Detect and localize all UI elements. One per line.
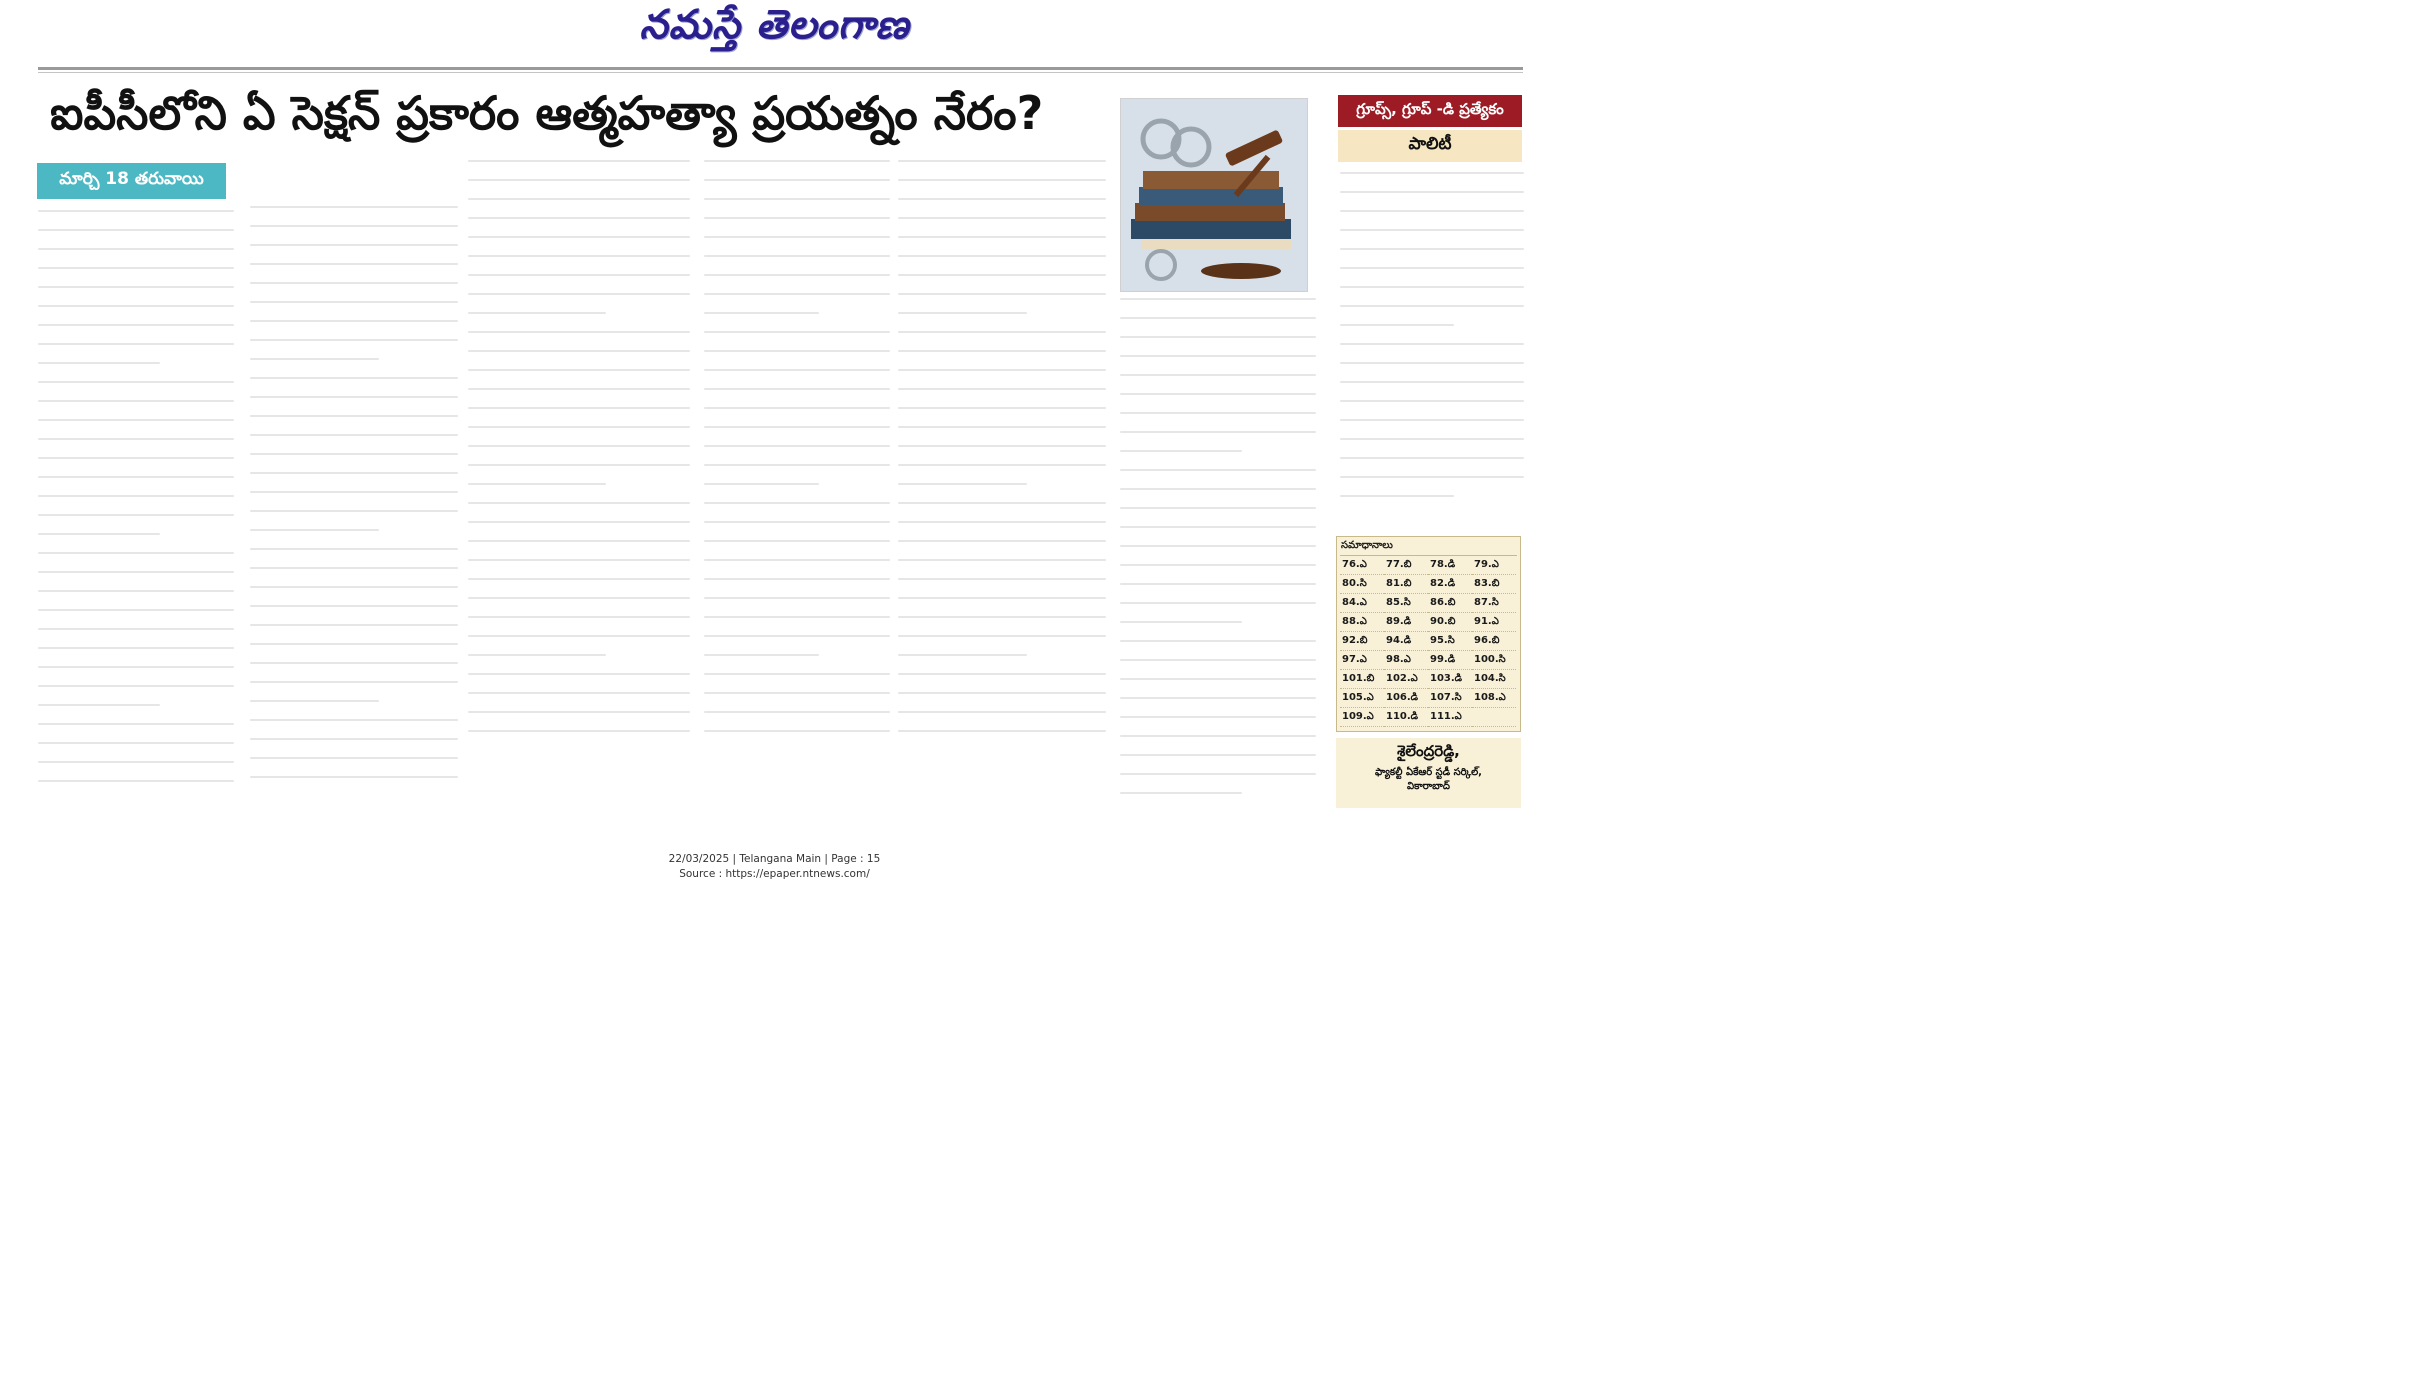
text-line-placeholder [704,445,890,447]
text-line-placeholder [38,514,234,516]
text-line-placeholder [468,426,690,428]
answer-key-cell: 78.డి [1428,556,1472,575]
text-line-placeholder [1340,362,1524,364]
text-line-placeholder [1120,526,1316,528]
text-line-placeholder [250,396,458,398]
answer-key-cell: 99.డి [1428,651,1472,670]
text-line-placeholder [38,305,234,307]
text-column-3 [468,160,690,760]
text-line-placeholder [898,597,1106,599]
text-line-placeholder [1340,229,1524,231]
answer-key-cell: 95.సి [1428,632,1472,651]
text-line-placeholder [38,704,160,706]
text-line-placeholder [468,692,690,694]
text-line-placeholder [468,255,690,257]
masthead-rule [38,67,1523,70]
text-line-placeholder [468,483,606,485]
text-line-placeholder [898,274,1106,276]
footer-date-page: 22/03/2025 | Telangana Main | Page : 15 [668,853,881,865]
answer-key-cell: 83.బి [1472,575,1516,594]
answer-key-grid [1340,555,1517,727]
text-line-placeholder [704,578,890,580]
answer-key-cell: 76.ఎ [1340,556,1384,575]
text-line-placeholder [250,700,379,702]
text-line-placeholder [898,350,1106,352]
text-line-placeholder [468,635,690,637]
text-line-placeholder [1340,248,1524,250]
text-line-placeholder [704,692,890,694]
text-line-placeholder [1340,191,1524,193]
text-line-placeholder [704,274,890,276]
text-line-placeholder [704,502,890,504]
answer-key-cell: 96.బి [1472,632,1516,651]
text-line-placeholder [38,267,234,269]
text-line-placeholder [38,419,234,421]
text-line-placeholder [1120,678,1316,680]
answer-key-cell: 101.బి [1340,670,1384,689]
text-line-placeholder [1120,355,1316,357]
answer-key-cell: 111.ఎ [1428,708,1472,727]
text-line-placeholder [898,445,1106,447]
text-line-placeholder [1340,210,1524,212]
text-line-placeholder [704,521,890,523]
text-line-placeholder [1120,659,1316,661]
text-line-placeholder [1340,381,1524,383]
text-line-placeholder [468,407,690,409]
text-line-placeholder [38,343,234,345]
text-line-placeholder [1340,457,1524,459]
answer-key-cell: 106.డి [1384,689,1428,708]
text-line-placeholder [704,673,890,675]
text-line-placeholder [38,381,234,383]
answer-key-cell: 87.సి [1472,594,1516,613]
answer-key-cell: 80.సి [1340,575,1384,594]
text-line-placeholder [38,590,234,592]
text-line-placeholder [38,324,234,326]
text-line-placeholder [898,521,1106,523]
text-line-placeholder [898,540,1106,542]
text-line-placeholder [468,217,690,219]
text-line-placeholder [1120,431,1316,433]
answer-key-cell: 81.బి [1384,575,1428,594]
text-line-placeholder [250,681,458,683]
answer-key-cell: 100.సి [1472,651,1516,670]
text-line-placeholder [898,407,1106,409]
text-line-placeholder [1120,374,1316,376]
author-affiliation [1336,766,1521,794]
answer-key-cell: 97.ఎ [1340,651,1384,670]
answer-key-cell: 77.బి [1384,556,1428,575]
text-line-placeholder [898,293,1106,295]
text-line-placeholder [38,666,234,668]
text-line-placeholder [1120,583,1316,585]
text-line-placeholder [898,502,1106,504]
text-line-placeholder [704,293,890,295]
text-line-placeholder [704,331,890,333]
text-line-placeholder [1340,495,1454,497]
text-line-placeholder [1120,488,1316,490]
text-line-placeholder [250,529,379,531]
text-line-placeholder [704,369,890,371]
text-line-placeholder [468,312,606,314]
text-line-placeholder [250,776,458,778]
masthead-rule-thin [38,72,1523,73]
text-line-placeholder [898,730,1106,732]
text-line-placeholder [704,730,890,732]
section-banner: మార్చి 18 తరువాయి [37,163,226,199]
text-line-placeholder [38,780,234,782]
books-gavel-handcuffs-image [1121,99,1307,291]
text-column-7 [1340,172,1524,532]
text-line-placeholder [250,358,379,360]
text-line-placeholder [38,685,234,687]
text-line-placeholder [704,540,890,542]
text-line-placeholder [704,236,890,238]
text-line-placeholder [1120,412,1316,414]
text-line-placeholder [704,217,890,219]
text-line-placeholder [38,761,234,763]
text-line-placeholder [250,491,458,493]
text-line-placeholder [704,407,890,409]
text-line-placeholder [250,244,458,246]
text-line-placeholder [468,445,690,447]
text-line-placeholder [1120,298,1316,300]
text-line-placeholder [1340,267,1524,269]
answer-key-cell: 91.ఎ [1472,613,1516,632]
author-byline [1336,738,1521,808]
text-line-placeholder [250,434,458,436]
text-line-placeholder [898,426,1106,428]
text-line-placeholder [250,662,458,664]
text-line-placeholder [704,616,890,618]
text-line-placeholder [898,255,1106,257]
text-line-placeholder [38,571,234,573]
answer-key-cell [1472,708,1516,727]
text-line-placeholder [38,723,234,725]
text-line-placeholder [898,160,1106,162]
page-footer [0,852,1549,882]
text-line-placeholder [250,548,458,550]
text-line-placeholder [898,198,1106,200]
text-line-placeholder [898,654,1027,656]
text-line-placeholder [898,692,1106,694]
text-line-placeholder [468,198,690,200]
text-line-placeholder [1340,286,1524,288]
text-line-placeholder [38,628,234,630]
text-line-placeholder [1340,324,1454,326]
answer-key-box [1336,536,1521,732]
answer-key-cell: 110.డి [1384,708,1428,727]
text-line-placeholder [1120,469,1316,471]
text-line-placeholder [468,331,690,333]
answer-key-cell: 79.ఎ [1472,556,1516,575]
text-line-placeholder [468,274,690,276]
text-line-placeholder [468,502,690,504]
text-line-placeholder [250,586,458,588]
text-line-placeholder [250,320,458,322]
text-line-placeholder [38,742,234,744]
text-line-placeholder [38,533,160,535]
text-line-placeholder [898,673,1106,675]
answer-key-cell: 94.డి [1384,632,1428,651]
text-line-placeholder [1120,450,1242,452]
text-line-placeholder [704,464,890,466]
text-line-placeholder [468,369,690,371]
text-line-placeholder [468,673,690,675]
answer-key-cell: 109.ఎ [1340,708,1384,727]
author-desc-2: వికారాబాద్ [1407,781,1450,792]
text-line-placeholder [250,567,458,569]
text-line-placeholder [250,415,458,417]
answer-key-cell: 88.ఎ [1340,613,1384,632]
answer-key-cell: 103.డి [1428,670,1472,689]
answer-key-cell: 85.సి [1384,594,1428,613]
text-line-placeholder [1120,545,1316,547]
text-line-placeholder [468,730,690,732]
text-line-placeholder [38,229,234,231]
text-line-placeholder [38,362,160,364]
text-line-placeholder [898,711,1106,713]
text-column-6 [1120,298,1316,818]
text-line-placeholder [250,738,458,740]
answer-key-cell: 105.ఎ [1340,689,1384,708]
text-line-placeholder [1120,564,1316,566]
text-line-placeholder [38,286,234,288]
text-line-placeholder [38,609,234,611]
text-line-placeholder [898,616,1106,618]
text-line-placeholder [38,495,234,497]
text-line-placeholder [250,225,458,227]
text-line-placeholder [704,597,890,599]
text-line-placeholder [1340,400,1524,402]
text-line-placeholder [1120,640,1316,642]
text-line-placeholder [1120,621,1242,623]
text-line-placeholder [1120,735,1316,737]
text-line-placeholder [250,605,458,607]
text-line-placeholder [468,179,690,181]
text-line-placeholder [250,472,458,474]
answer-key-title: సమాధానాలు [1341,540,1393,551]
text-line-placeholder [468,236,690,238]
text-line-placeholder [1120,393,1316,395]
answer-key-cell: 84.ఎ [1340,594,1384,613]
text-line-placeholder [1120,773,1316,775]
text-line-placeholder [898,559,1106,561]
text-line-placeholder [38,210,234,212]
text-line-placeholder [704,559,890,561]
text-line-placeholder [1340,476,1524,478]
text-line-placeholder [468,540,690,542]
text-line-placeholder [250,263,458,265]
answer-key-cell: 82.డి [1428,575,1472,594]
text-line-placeholder [1120,697,1316,699]
text-line-placeholder [38,552,234,554]
answer-key-cell: 104.సి [1472,670,1516,689]
text-line-placeholder [468,388,690,390]
text-line-placeholder [468,464,690,466]
text-line-placeholder [898,312,1027,314]
answer-key-cell: 108.ఎ [1472,689,1516,708]
author-desc-1: ఫ్యాకల్టీ ఏకేఆర్ స్టడీ సర్కిల్, [1375,767,1482,778]
text-line-placeholder [1120,336,1316,338]
text-line-placeholder [38,457,234,459]
text-line-placeholder [704,635,890,637]
article-photo [1120,98,1308,292]
text-line-placeholder [898,388,1106,390]
masthead-title: నమస్తే తెలంగాణ [639,2,910,48]
text-line-placeholder [898,179,1106,181]
text-line-placeholder [38,438,234,440]
text-line-placeholder [468,616,690,618]
text-line-placeholder [704,179,890,181]
text-column-1 [38,210,234,810]
text-line-placeholder [468,521,690,523]
text-column-5 [898,160,1106,760]
text-line-placeholder [38,248,234,250]
text-line-placeholder [1340,343,1524,345]
text-line-placeholder [704,483,819,485]
text-line-placeholder [250,377,458,379]
text-line-placeholder [468,597,690,599]
text-line-placeholder [38,476,234,478]
text-line-placeholder [468,160,690,162]
text-line-placeholder [38,400,234,402]
text-line-placeholder [1340,305,1524,307]
text-line-placeholder [1340,419,1524,421]
text-line-placeholder [1120,792,1242,794]
text-line-placeholder [704,255,890,257]
text-line-placeholder [468,293,690,295]
text-line-placeholder [704,711,890,713]
text-line-placeholder [468,350,690,352]
text-line-placeholder [468,711,690,713]
sidebar-heading: పాలిటీ [1338,130,1522,162]
text-line-placeholder [250,453,458,455]
text-line-placeholder [250,339,458,341]
text-line-placeholder [250,206,458,208]
text-line-placeholder [898,464,1106,466]
text-line-placeholder [1340,438,1524,440]
article-headline: ఐపీసీలోని ఏ సెక్షన్ ప్రకారం ఆత్మహత్యా ప్రయత్నం నేరం? [50,86,1044,140]
text-line-placeholder [1340,172,1524,174]
text-line-placeholder [1120,754,1316,756]
text-line-placeholder [1120,507,1316,509]
answer-key-cell: 102.ఎ [1384,670,1428,689]
answer-key-cell: 89.డి [1384,613,1428,632]
text-line-placeholder [898,217,1106,219]
text-line-placeholder [468,654,606,656]
text-line-placeholder [250,301,458,303]
answer-key-cell: 107.సి [1428,689,1472,708]
text-line-placeholder [898,331,1106,333]
text-line-placeholder [38,647,234,649]
text-line-placeholder [250,282,458,284]
text-line-placeholder [898,236,1106,238]
author-name: శైలేంద్రరెడ్డి, [1397,742,1460,760]
text-line-placeholder [1120,317,1316,319]
text-line-placeholder [704,350,890,352]
text-line-placeholder [1120,716,1316,718]
sidebar-tag: గ్రూప్స్, గ్రూప్ -డి ప్రత్యేకం [1338,95,1522,127]
text-line-placeholder [704,312,819,314]
text-line-placeholder [250,624,458,626]
text-line-placeholder [704,654,819,656]
answer-key-cell: 92.బి [1340,632,1384,651]
answer-key-cell: 90.బి [1428,613,1472,632]
footer-source: Source : https://epaper.ntnews.com/ [679,868,870,880]
text-column-2 [250,206,458,806]
text-line-placeholder [250,643,458,645]
text-line-placeholder [898,369,1106,371]
text-line-placeholder [704,426,890,428]
text-line-placeholder [898,635,1106,637]
text-line-placeholder [468,559,690,561]
text-line-placeholder [1120,602,1316,604]
text-line-placeholder [250,510,458,512]
answer-key-cell: 98.ఎ [1384,651,1428,670]
text-column-4 [704,160,890,760]
text-line-placeholder [468,578,690,580]
text-line-placeholder [250,757,458,759]
text-line-placeholder [704,388,890,390]
text-line-placeholder [898,578,1106,580]
text-line-placeholder [704,198,890,200]
text-line-placeholder [704,160,890,162]
text-line-placeholder [250,719,458,721]
text-line-placeholder [898,483,1027,485]
answer-key-cell: 86.బి [1428,594,1472,613]
